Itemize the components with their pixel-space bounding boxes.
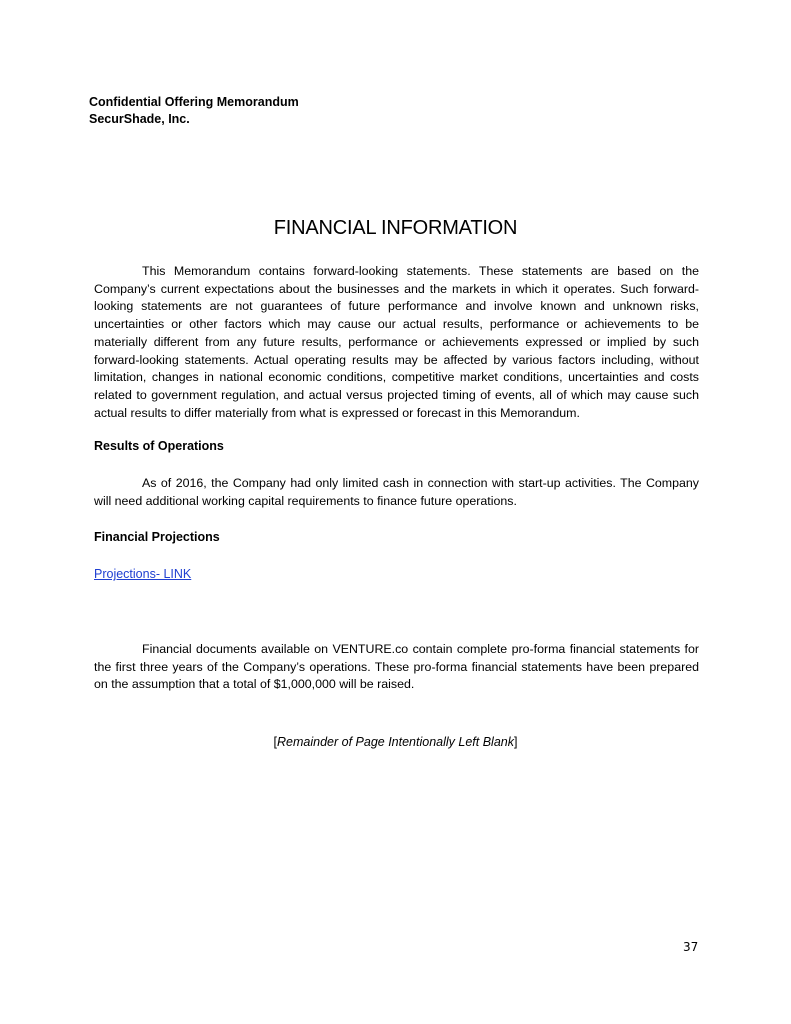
header-title: Confidential Offering Memorandum (89, 95, 299, 109)
remainder-close-bracket: ] (513, 735, 518, 749)
page-number: 37 (683, 940, 699, 954)
section-title: FINANCIAL INFORMATION (273, 217, 518, 239)
documents-paragraph: Financial documents available on VENTURE.co contain complete pro-forma financial statements for the first three years of the Company’s operations. These pro-forma financial statements have been prepared on the assumption that a total of $1,000,000 will be raised. (94, 642, 699, 692)
projections-heading: Financial Projections (94, 530, 220, 544)
header-company: SecurShade, Inc. (89, 112, 190, 126)
remainder-text: Remainder of Page Intentionally Left Blank (277, 735, 514, 749)
remainder-open-bracket: [ (273, 735, 278, 749)
document-header (89, 94, 299, 128)
results-paragraph: As of 2016, the Company had only limited cash in connection with start-up activities. The Company will need additional working capital requirements to finance future operations. (94, 476, 699, 508)
results-heading: Results of Operations (94, 439, 224, 453)
remainder-note (0, 734, 791, 751)
intro-paragraph: This Memorandum contains forward-looking statements. These statements are based on the Company’s current expectations about the businesses and the markets in which it operates. Such forward-looking statements are not guarantees of future performance and involve known and unknown risks, uncertainties or other factors which may cause our actual results, performance or achievements to be materially different from any future results, performance or achievements expressed or implied by such forward-looking statements. Actual operating results may be affected by various factors including, without limitation, changes in national economic conditions, competitive market conditions, uncertainties and costs related to government regulation, and actual versus projected timing of events, all of which may cause such actual results to differ materially from what is expressed or forecast in this Memorandum. (94, 264, 699, 420)
projections-link[interactable]: Projections- LINK (94, 567, 192, 581)
